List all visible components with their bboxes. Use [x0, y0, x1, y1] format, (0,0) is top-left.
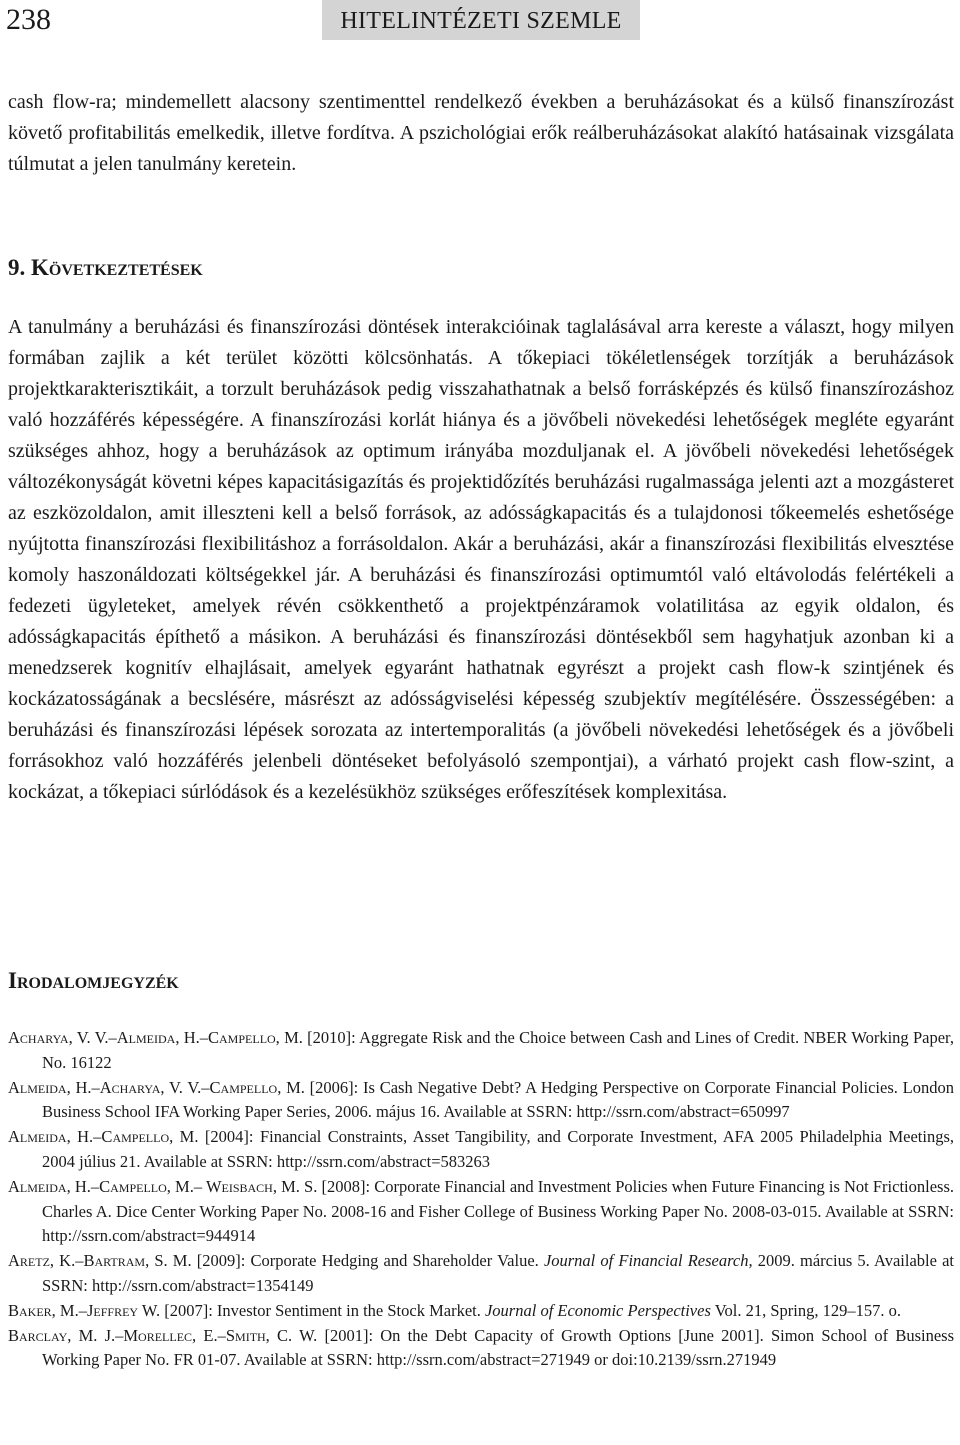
reference-item [8, 1125, 954, 1175]
reference-text: [2008]: Corporate Financial and Investment Policies when Future Financing is Not Frictionless. Charles A. Dice Center Working Paper No. 2008-16 and Fisher College of Business Working Paper No. 2008-03-015. Available at SSRN: http://ssrn.com/abstract=944914 [42, 1176, 955, 1246]
reference-journal: Journal of Financial Research, [543, 1251, 753, 1271]
reference-text: [2007]: Investor Sentiment in the Stock Market. [160, 1300, 485, 1320]
reference-item [8, 1026, 954, 1076]
reference-item [8, 1076, 954, 1126]
reference-text-after: Vol. 21, Spring, 129–157. o. [710, 1300, 901, 1320]
section-heading-conclusions: 9. Következtetések [8, 255, 203, 280]
reference-authors: Aretz, K.–Bartram, S. M. [8, 1251, 192, 1271]
reference-item [8, 1249, 954, 1299]
reference-authors: Baker, M.–Jeffrey W. [8, 1300, 161, 1320]
reference-authors: Almeida, H.–Campello, M.– Weisbach, M. S. [8, 1176, 318, 1196]
reference-text: [2004]: Financial Constraints, Asset Tangibility, and Corporate Investment, AFA 2005 Philadelphia Meetings, 2004 július 21. Available at SSRN: http://ssrn.com/abstract=583263 [42, 1127, 954, 1171]
reference-journal: Journal of Economic Perspectives [484, 1300, 711, 1320]
reference-list [8, 1026, 954, 1373]
references-heading: Irodalomjegyzék [8, 968, 179, 993]
intro-paragraph: cash flow-ra; mindemellett alacsony szentimenttel rendelkező években a beruházásokat és a külső finanszírozást követő profitabilitás emelkedik, illetve fordítva. A pszichológiai erők reálberuházásokat alakító hatásainak vizsgálata túlmutat a jelen tanulmány keretein. [8, 91, 954, 175]
page-number: 238 [6, 3, 51, 36]
reference-item [8, 1299, 954, 1324]
reference-text: [2001]: On the Debt Capacity of Growth Options [June 2001]. Simon School of Business Working Paper No. FR 01-07. Available at SSRN: http://ssrn.com/abstract=271949 or doi:10.2139/ssrn.271949 [42, 1325, 955, 1370]
reference-item [8, 1175, 954, 1249]
reference-text: [2010]: Aggregate Risk and the Choice between Cash and Lines of Credit. NBER Working Paper, No. 16122 [42, 1028, 954, 1072]
conclusions-paragraph: A tanulmány a beruházási és finanszírozási döntések interakcióinak taglalásával arra kereste a választ, hogy milyen formában zajlik a két terület közötti kölcsönhatás. A tőkepiaci tökéletlenségek torzítják a beruházások projektkarakterisztikáit, a torzult beruházások pedig visszahathatnak a belső forrásképzés és külső finanszírozáshoz való hozzáférés képességére. A finanszírozási korlát hiánya és a jövőbeli növekedési lehetőségek megléte egyaránt szükséges ahhoz, hogy a beruházások az optimum irányába mozduljanak el. A jövőbeli növekedési lehetőségek változékonyságát követni képes kapacitásigazítás és projektidőzítés beruházási rugalmassága jelenti azt a mozgásteret az eszközoldalon, amit illeszteni kell a belső források, az adósságkapacitás és a tulajdonosi tőkeemelés eshetősége nyújtotta finanszírozási flexibilitáshoz a forrásoldalon. Akár a beruházási, akár a finanszírozási flexibilitás elvesztése komoly haszonáldozati költségekkel jár. A beruházási és finanszírozási optimumtól való eltávolodás felértékeli a fedezeti ügyleteket, amelyek révén csökkenthető a projektpénzáramok volatilitása az egyik oldalon, és adósságkapacitás építhető a másikon. A beruházási és finanszírozási döntésekből sem hagyhatjuk azonban ki a menedzserek kognitív elhajlásait, amelyek egyaránt hathatnak egyrészt a projekt cash flow-k szintjének és kockázatosságának a becslésére, másrészt az adósságviselési képesség szubjektív megítélésére. Összességében: a beruházási és finanszírozási lépések sorozata az intertemporalitás (a jövőbeli növekedési lehetőségek és a jövőbeli forrásokhoz való hozzáférés jelenbeli döntéseket befolyásoló szempontjai), a várható projekt cash flow-szint, a kockázat, a tőkepiaci súrlódások és a kezelésükhöz szükséges erőfeszítések komplexitása. [8, 316, 954, 803]
reference-authors: Barclay, M. J.–Morellec, E.–Smith, C. W. [8, 1325, 318, 1345]
reference-authors: Almeida, H.–Campello, M. [8, 1127, 199, 1147]
reference-authors: Acharya, V. V.–Almeida, H.–Campello, M. [8, 1028, 303, 1047]
journal-title: HITELINTÉZETI SZEMLE [322, 0, 640, 40]
reference-text: [2006]: Is Cash Negative Debt? A Hedging Perspective on Corporate Financial Policies. London Business School IFA Working Paper Series, 2006. május 16. Available at SSRN: http://ssrn.com/abstract=650997 [42, 1077, 954, 1122]
reference-text: [2009]: Corporate Hedging and Shareholder Value. [191, 1251, 544, 1271]
reference-text-after: 2009. március 5. Available at SSRN: http://ssrn.com/abstract=1354149 [42, 1251, 954, 1295]
reference-authors: Almeida, H.–Acharya, V. V.–Campello, M. [8, 1077, 305, 1097]
reference-item [8, 1324, 954, 1374]
